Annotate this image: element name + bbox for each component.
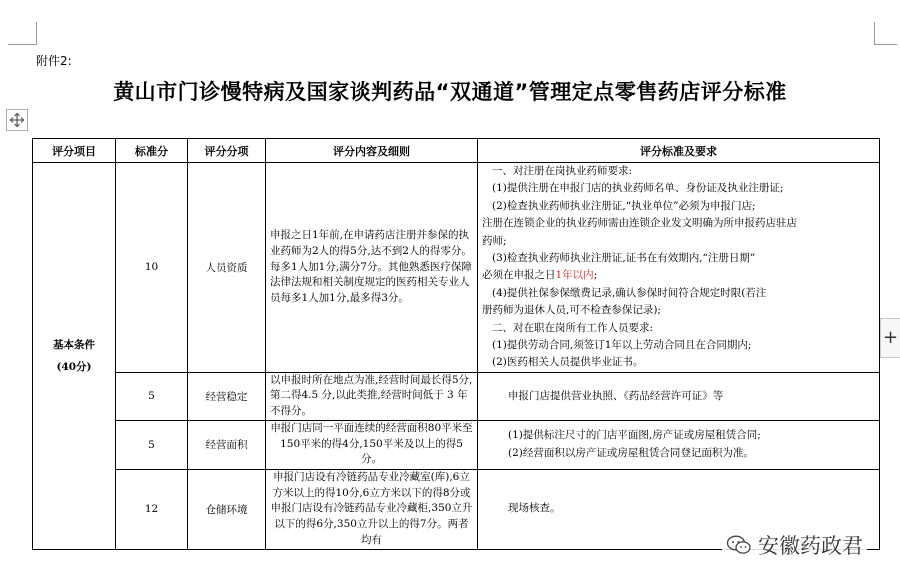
row-score: 5 xyxy=(116,372,188,420)
highlight-text: 1年以内 xyxy=(555,269,594,282)
table-row xyxy=(33,372,880,420)
row-score: 5 xyxy=(116,420,188,469)
wechat-bubble-icon xyxy=(726,534,752,556)
criteria-line: (3)检查执业药师执业注册证,证书在有效期内,“注册日期” xyxy=(492,252,756,265)
criteria-text: ; xyxy=(593,269,598,282)
criteria-line: 药师; xyxy=(482,234,507,247)
crop-mark-top-right xyxy=(874,22,897,45)
row-item: 经营面积 xyxy=(188,420,266,469)
row-criteria xyxy=(478,420,880,469)
table-row xyxy=(33,420,880,469)
criteria-line: (2)经营面积以房产证或房屋租赁合同登记面积为准。 xyxy=(508,446,754,459)
table-move-handle[interactable] xyxy=(6,109,28,131)
row-item: 人员资质 xyxy=(188,163,266,373)
attachment-label: 附件2: xyxy=(36,54,72,68)
header-criteria: 评分标准及要求 xyxy=(478,139,880,163)
criteria-line: (1)提供劳动合同,须签订1年以上劳动合同且在合同期内; xyxy=(492,339,752,352)
header-scoring-item: 评分项目 xyxy=(33,139,116,163)
criteria-line: 注册在连锁企业的执业药师需由连锁企业发文明确为所申报药店驻店 xyxy=(482,217,797,230)
move-arrows-icon xyxy=(9,112,25,128)
header-content: 评分内容及细则 xyxy=(266,139,478,163)
criteria-line xyxy=(482,267,875,284)
criteria-line: 现场核查。 xyxy=(508,502,561,515)
row-content: 以申报时所在地点为准,经营时间最长得5分,第二得4.5 分,以此类推,经营时间低于 3 年不得分。 xyxy=(266,372,478,420)
page-title: 黄山市门诊慢特病及国家谈判药品“双通道”管理定点零售药店评分标准 xyxy=(113,80,787,104)
criteria-line: 二、对在职在岗所有工作人员要求: xyxy=(492,321,654,334)
row-criteria xyxy=(478,372,880,420)
group-cell xyxy=(33,163,116,550)
row-item: 经营稳定 xyxy=(188,372,266,420)
row-score: 12 xyxy=(116,469,188,549)
criteria-line: (2)检查执业药师执业注册证,“执业单位”必须为申报门店; xyxy=(492,199,756,212)
crop-mark-top-left xyxy=(8,22,37,45)
group-label: 基本条件 xyxy=(53,338,95,351)
row-item: 仓储环境 xyxy=(188,469,266,549)
criteria-line: 申报门店提供营业执照、《药品经营许可证》等 xyxy=(508,389,724,402)
criteria-text: 必须在申报之日 xyxy=(482,269,556,282)
plus-icon: + xyxy=(882,327,899,348)
watermark-text: 安徽药政君 xyxy=(758,534,863,558)
header-standard-score: 标准分 xyxy=(116,139,188,163)
row-content: 申报门店同一平面连续的经营面积80平米至150平米的得4分,150平米及以上的得5分。 xyxy=(266,420,478,469)
row-content: 申报之日1年前,在申请药店注册并参保的执业药师为2人的得5分,达不到2人的得零分。每多1人加1分,满分7分。其他熟悉医疗保障法律法规和相关制度规定的医药相关专业人员每多1人加1分,最多得3分。 xyxy=(266,163,478,373)
criteria-line: (1)提供注册在申报门店的执业药师名单、身份证及执业注册证; xyxy=(492,182,784,195)
row-score: 10 xyxy=(116,163,188,373)
add-row-button[interactable] xyxy=(880,318,900,358)
table-header-row xyxy=(33,139,880,163)
criteria-line: 一、对注册在岗执业药师要求: xyxy=(492,165,633,177)
group-score: (40分) xyxy=(56,360,92,373)
criteria-line: (4)提供社保参保缴费记录,确认参保时间符合规定时限(若注 xyxy=(492,286,767,299)
criteria-line: (2)医药相关人员提供毕业证书。 xyxy=(492,356,644,369)
watermark xyxy=(722,530,867,560)
row-content: 申报门店设有冷链药品专业冷藏室(库),6立方米以上的得10分,6立方米以下的得8分或申报门店设有冷链药品专业冷藏柜,350立升以下的得6分,350立升以上的得7分。两者均有 xyxy=(266,469,478,549)
criteria-line: (1)提供标注尺寸的门店平面图,房产证或房屋租赁合同; xyxy=(508,429,761,442)
header-sub-item: 评分分项 xyxy=(188,139,266,163)
scoring-table xyxy=(32,138,880,550)
table-row xyxy=(33,163,880,373)
row-criteria xyxy=(478,163,880,373)
criteria-line: 册药师为退休人员,可不检查参保记录); xyxy=(482,304,661,317)
